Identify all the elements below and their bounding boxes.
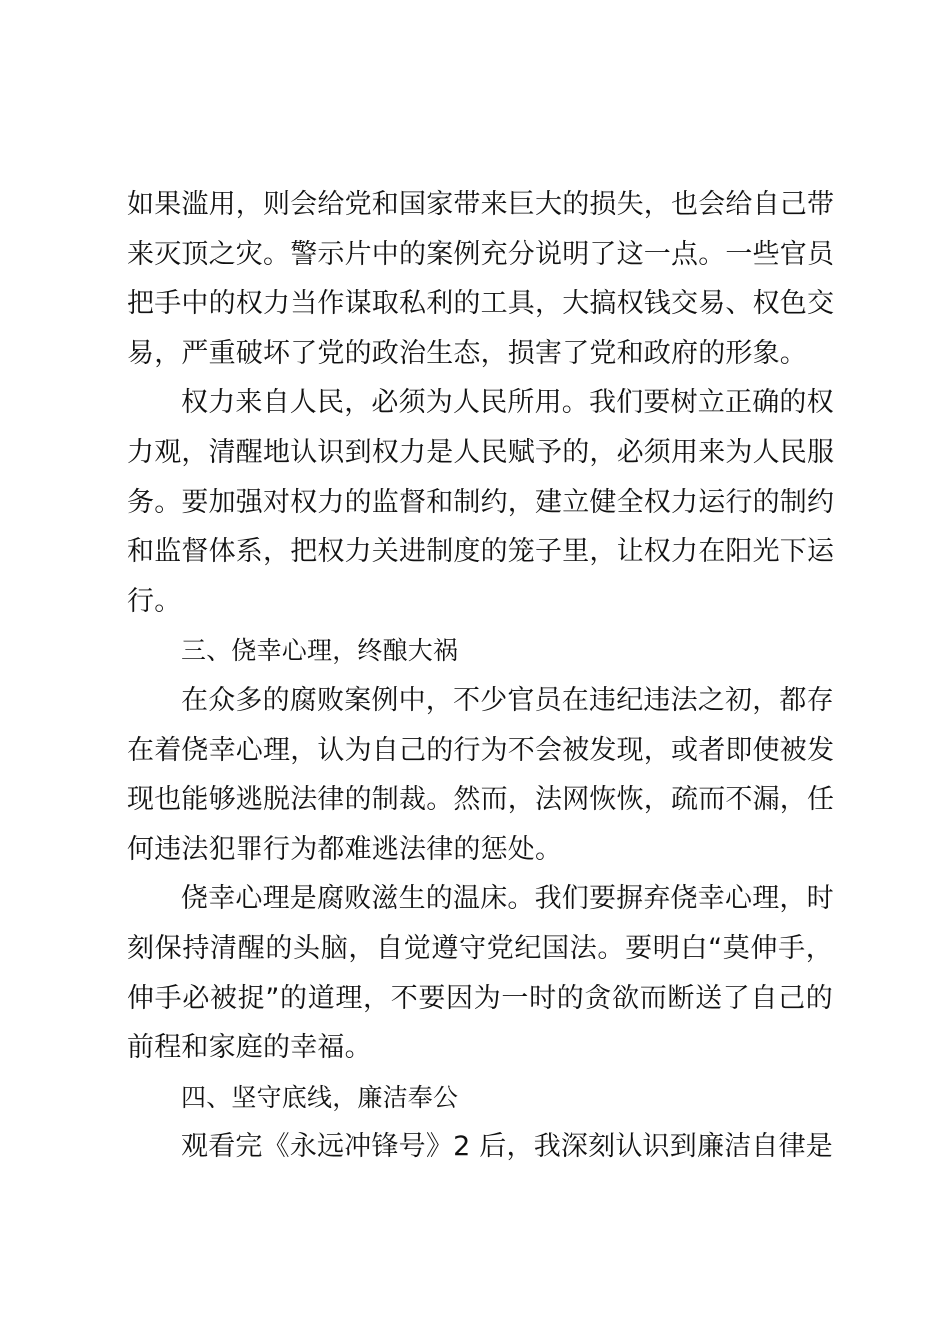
text-line: 何违法犯罪行为都难逃法律的惩处。 (127, 833, 563, 865)
text-line: 行。 (127, 585, 182, 617)
text-line: 观看完《永远冲锋号》2 后，我深刻认识到廉洁自律是 (181, 1131, 833, 1163)
text-line: 把手中的权力当作谋取私利的工具，大搞权钱交易、权色交 (127, 288, 835, 320)
text-line: 在着侥幸心理，认为自己的行为不会被发现，或者即使被发 (127, 734, 835, 766)
text-line: 侥幸心理是腐败滋生的温床。我们要摒弃侥幸心理，时 (181, 883, 834, 915)
text-line: 易，严重破坏了党的政治生态，损害了党和政府的形象。 (127, 337, 807, 369)
text-line: 刻保持清醒的头脑，自觉遵守党纪国法。要明白“莫伸手， (127, 932, 833, 964)
text-line: 来灭顶之灾。警示片中的案例充分说明了这一点。一些官员 (127, 238, 835, 270)
paragraph (127, 180, 833, 378)
text-line: 伸手必被捉”的道理，不要因为一时的贪欲而断送了自己的 (127, 982, 833, 1014)
paragraph (127, 1122, 833, 1172)
text-line: 现也能够逃脱法律的制裁。然而，法网恢恢，疏而不漏，任 (127, 784, 835, 816)
text-line: 在众多的腐败案例中，不少官员在违纪违法之初，都存 (181, 684, 834, 716)
text-line: 和监督体系，把权力关进制度的笼子里，让权力在阳光下运 (127, 536, 835, 568)
paragraph (127, 874, 833, 1072)
document-body (127, 180, 833, 1172)
text-line: 权力来自人民，必须为人民所用。我们要树立正确的权 (181, 387, 834, 419)
text-line: 如果滥用，则会给党和国家带来巨大的损失，也会给自己带 (127, 189, 835, 220)
text-line: 前程和家庭的幸福。 (127, 1032, 372, 1064)
section-heading: 三、侥幸心理，终酿大祸 (181, 636, 459, 666)
paragraph (127, 378, 833, 626)
text-line: 务。要加强对权力的监督和制约，建立健全权力运行的制约 (127, 486, 835, 518)
section-heading: 四、坚守底线，廉洁奉公 (181, 1082, 459, 1112)
paragraph (127, 676, 833, 874)
text-line: 力观，清醒地认识到权力是人民赋予的，必须用来为人民服 (127, 436, 835, 468)
